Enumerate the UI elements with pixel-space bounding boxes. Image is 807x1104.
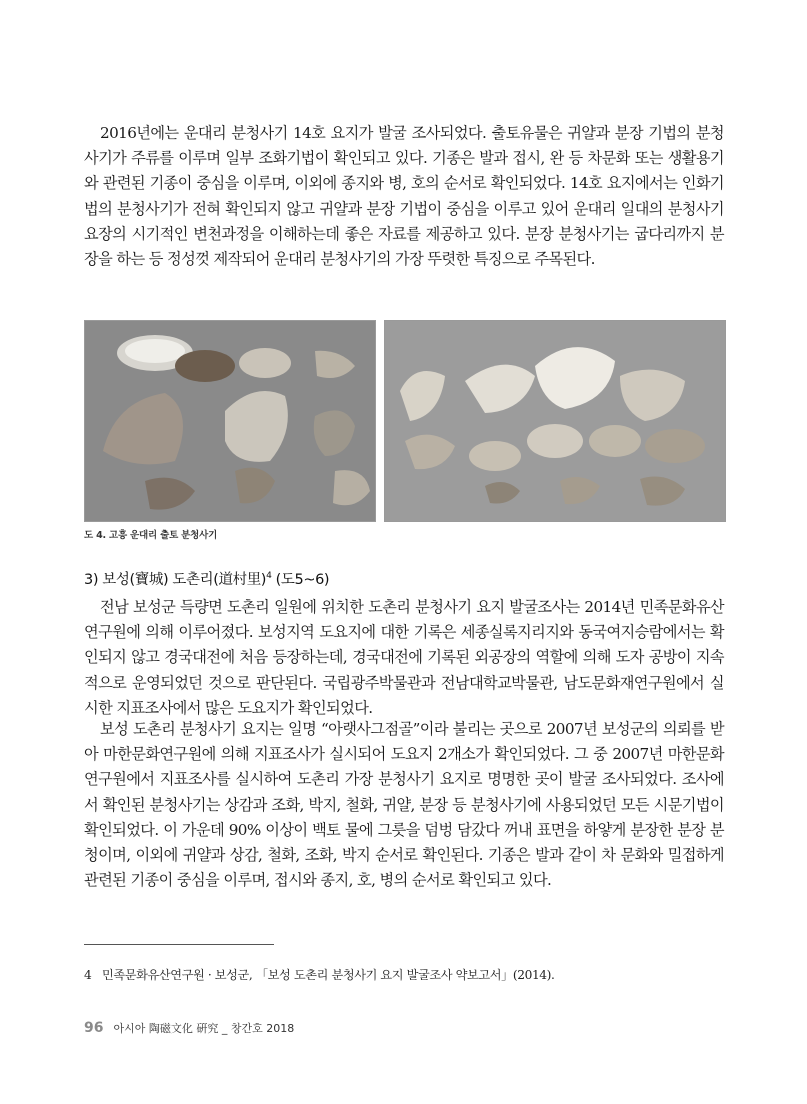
body-paragraph-1 — [84, 121, 724, 272]
footnote-ref[interactable]: 4 — [266, 571, 272, 582]
paragraph-1-text: 2016년에는 운대리 분청사기 14호 요지가 발굴 조사되었다. 출토유물은 귀얄과 분장 기법의 분청사기가 주류를 이루며 일부 조화기법이 확인되고 있다. 기종은 발과 접시, 완 등 차문화 또는 생활용기와 관련된 기종이 중심을 이루며, 이외에 종지와 병, 호의 순서로 확인되었다. 14호 요지에서는 인화기법의 분청사기가 전혀 확인되지 않고 귀얄과 분장 기법이 중심을 이루고 있어 운대리 일대의 분청사기 요장의 시기적인 변천과정을 이해하는데 좋은 자료를 제공하고 있다. 분장 분청사기는 굽다리까지 분장을 하는 등 정성껏 제작되어 운대리 분청사기의 가장 뚜렷한 특징으로 주목된다. — [84, 124, 724, 269]
footnote — [84, 966, 724, 983]
page-footer — [84, 1020, 294, 1036]
section-heading-figure-ref: (도5~6) — [275, 572, 330, 588]
photo-left — [84, 320, 376, 522]
figure-caption: 도 4. 고흥 운대리 출토 분청사기 — [84, 530, 218, 541]
page-number: 96 — [84, 1020, 104, 1036]
body-paragraph-3 — [84, 717, 724, 893]
ceramic-shards-photo-left — [85, 321, 375, 521]
footnote-number: 4 — [84, 968, 92, 982]
paragraph-2-text: 전남 보성군 득량면 도촌리 일원에 위치한 도촌리 분청사기 요지 발굴조사는 2014년 민족문화유산연구원에 의해 이루어졌다. 보성지역 도요지에 대한 기록은 세종실록지리지와 동국여지승람에서는 확인되지 않고 경국대전에 처음 등장하는데, 경국대전에 기록된 외공장의 역할에 의해 도자 공방이 지속적으로 운영되었던 것으로 판단된다. 국립광주박물관과 전남대학교박물관, 남도문화재연구원에서 실시한 지표조사에서 많은 도요지가 확인되었다. — [84, 598, 724, 717]
paragraph-3-text: 보성 도촌리 분청사기 요지는 일명 “아랫사그점골”이라 불리는 곳으로 2007년 보성군의 의뢰를 받아 마한문화연구원에 의해 지표조사가 실시되어 도요지 2개소가 확인되었다. 그 중 2007년 마한문화연구원에서 지표조사를 실시하여 도촌리 가장 분청사기 요지로 명명한 곳이 발굴 조사되었다. 조사에서 확인된 분청사기는 상감과 조화, 박지, 철화, 귀얄, 분장 등 분청사기에 사용되었던 모든 시문기법이 확인되었다. 이 가운데 90% 이상이 백토 물에 그릇을 덤벙 담갔다 꺼내 표면을 하얗게 분장한 분장 분청이며, 이외에 귀얄과 상감, 철화, 조화, 박지 순서로 확인된다. 기종은 발과 같이 차 문화와 밀접하게 관련된 기종이 중심을 이루며, 접시와 종지, 호, 병의 순서로 확인되고 있다. — [84, 720, 724, 890]
ceramic-shards-photo-right — [385, 321, 725, 521]
photo-right — [384, 320, 726, 522]
section-heading-text: 3) 보성(寶城) 도촌리(道村里) — [84, 572, 267, 588]
footnote-divider — [84, 944, 274, 945]
journal-title: 아시아 陶磁文化 硏究 _ 창간호 2018 — [113, 1022, 295, 1035]
section-heading — [84, 568, 329, 589]
footnote-text: 민족문화유산연구원 · 보성군, 「보성 도촌리 분청사기 요지 발굴조사 약보고서」(2014). — [102, 968, 555, 982]
body-paragraph-2 — [84, 595, 724, 721]
